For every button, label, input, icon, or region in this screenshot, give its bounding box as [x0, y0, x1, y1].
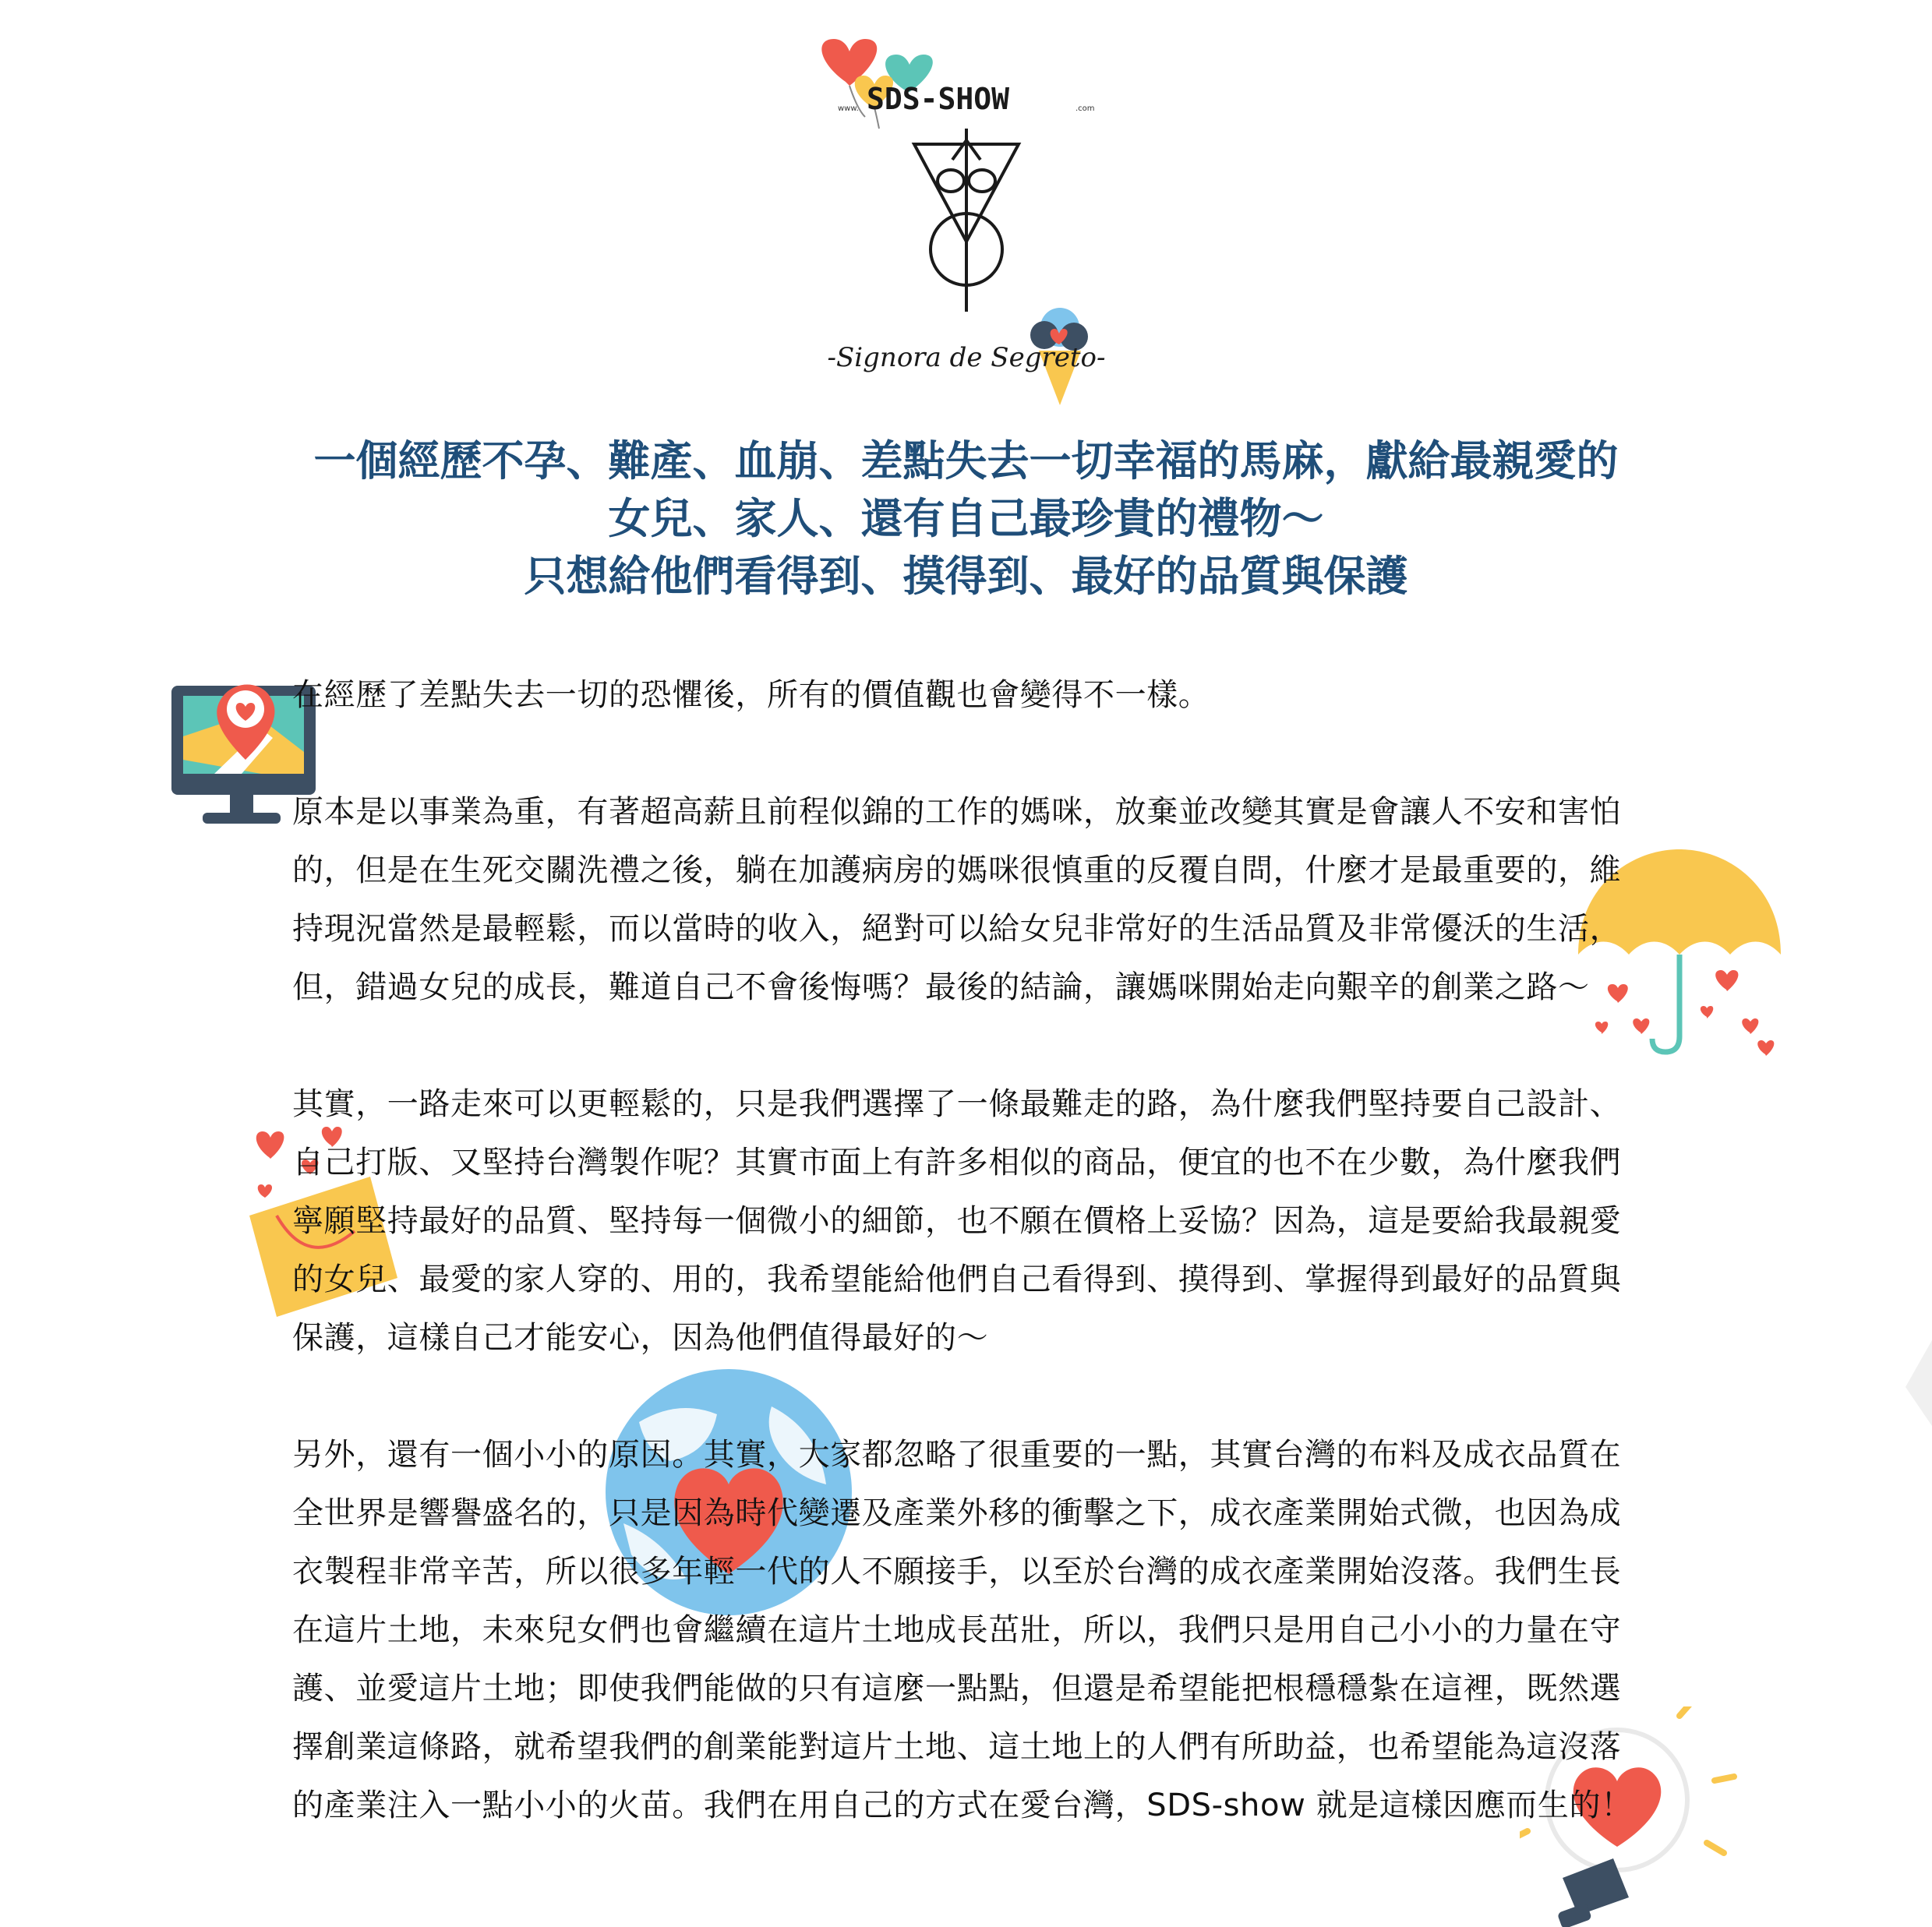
headline-line-1: 一個經歷不孕、難產、血崩、差點失去一切幸福的馬麻，獻給最親愛的: [313, 436, 1619, 485]
paragraph-3-line: 自己打版、又堅持台灣製作呢？其實市面上有許多相似的商品，便宜的也不在少數，為什麼我們: [292, 1145, 1622, 1181]
logo-signature-text: -Signora de Segreto-: [827, 342, 1106, 373]
logo-suffix-text: .com: [1075, 104, 1095, 113]
paragraph-4-line: 另外，還有一個小小的原因。其實，大家都忽略了很重要的一點，其實台灣的布料及成衣品質在: [292, 1437, 1622, 1473]
logo-brand-text: SDS-SHOW: [867, 82, 1010, 116]
paragraph-3-line: 寧願堅持最好的品質、堅持每一個微小的細節，也不願在價格上妥協？因為，這是要給我最親愛: [292, 1203, 1622, 1239]
paragraph-3-line: 保護，這樣自己才能安心，因為他們值得最好的～: [292, 1320, 989, 1356]
paragraph-2: [292, 783, 1644, 1017]
paragraph-1: [292, 666, 1644, 725]
logo: [0, 0, 1932, 421]
paragraph-2-line: 但，錯過女兒的成長，難道自己不會後悔嗎？最後的結論，讓媽咪開始走向艱辛的創業之路～: [292, 969, 1590, 1005]
paragraph-1-line: 在經歷了差點失去一切的恐懼後，所有的價值觀也會變得不一樣。: [292, 677, 1210, 713]
paragraph-4-line: 的產業注入一點小小的火苗。我們在用自己的方式在愛台灣，SDS-show 就是這樣因應而生的！: [292, 1788, 1633, 1823]
paragraph-4-line: 全世界是響譽盛名的，只是因為時代變遷及產業外移的衝擊之下，成衣產業開始式微，也因為成: [292, 1495, 1622, 1531]
headline-line-3: 只想給他們看得到、摸得到、最好的品質與保護: [524, 552, 1408, 601]
paragraph-4-line: 護、並愛這片土地；即使我們能做的只有這麼一點點，但還是希望能把根穩穩紮在這裡，既然選: [292, 1671, 1622, 1706]
headline: [156, 432, 1776, 605]
logo-prefix-text: www.: [838, 104, 859, 113]
paragraph-2-line: 原本是以事業為重，有著超高薪且前程似錦的工作的媽咪，放棄並改變其實是會讓人不安和害怕: [292, 794, 1622, 830]
headline-line-2: 女兒、家人、還有自己最珍貴的禮物～: [608, 494, 1324, 543]
paragraph-4-line: 衣製程非常辛苦，所以很多年輕一代的人不願接手，以至於台灣的成衣產業開始沒落。我們生長: [292, 1554, 1622, 1590]
paragraph-3-line: 其實，一路走來可以更輕鬆的，只是我們選擇了一條最難走的路，為什麼我們堅持要自己設計、: [292, 1086, 1622, 1122]
edge-shape-icon: [1902, 1340, 1932, 1434]
paragraph-3: [292, 1075, 1644, 1368]
paragraph-4-line: 在這片土地，未來兒女們也會繼續在這片土地成長茁壯，所以，我們只是用自己小小的力量在守: [292, 1612, 1622, 1648]
paragraph-4: [292, 1426, 1644, 1835]
paragraph-4-line: 擇創業這條路，就希望我們的創業能對這片土地、這土地上的人們有所助益，也希望能為這沒落: [292, 1729, 1622, 1765]
emblem-icon: [914, 129, 1019, 312]
paragraph-2-line: 的，但是在生死交關洗禮之後，躺在加護病房的媽咪很慎重的反覆自問，什麼才是最重要的，維: [292, 852, 1622, 888]
paragraph-3-line: 的女兒、最愛的家人穿的、用的，我希望能給他們自己看得到、摸得到、掌握得到最好的品質與: [292, 1262, 1622, 1297]
paragraph-2-line: 持現況當然是最輕鬆，而以當時的收入，絕對可以給女兒非常好的生活品質及非常優沃的生活，: [292, 911, 1622, 947]
logo-graphic: [0, 0, 1932, 421]
